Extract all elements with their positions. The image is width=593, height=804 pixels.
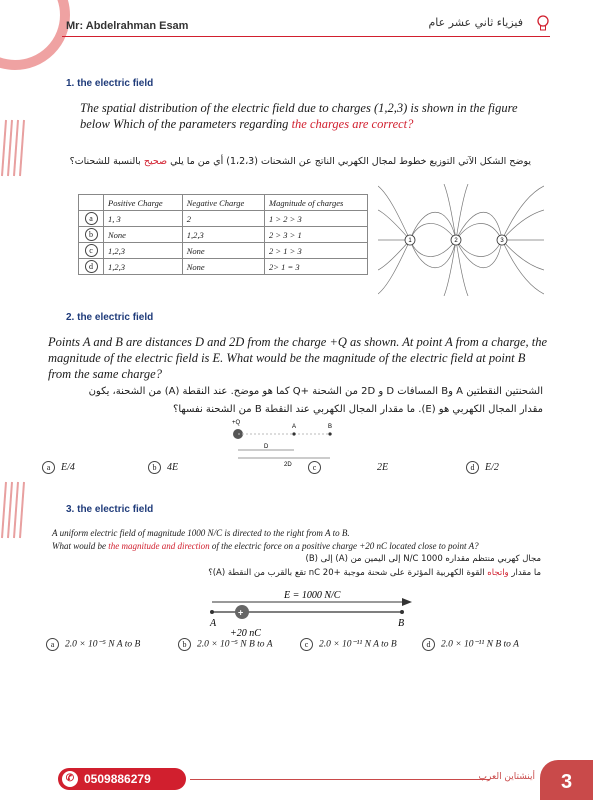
q1-text <box>80 100 540 132</box>
charge-label: 3 <box>500 238 504 244</box>
option-text: 4E <box>167 461 179 473</box>
q3-arabic-b: القوة الكهربية المؤثرة على شحنة موجبة +20 nC تقع بالقرب من النقطة (A)؟ <box>208 568 488 578</box>
option-text: 2.0 × 10⁻⁵ N B to A <box>197 639 273 650</box>
lightbulb-icon <box>535 14 551 32</box>
table-cell: 1, 3 <box>104 211 183 227</box>
phone-number: 0509886279 <box>84 772 151 786</box>
q1-heading: 1. the electric field <box>66 78 154 89</box>
option-marker[interactable]: d <box>79 259 104 275</box>
fig-point-a: A <box>292 424 297 430</box>
q1-arabic-end: بالنسبة للشحنات؟ <box>69 156 144 167</box>
table-cell: None <box>104 227 183 243</box>
q2-arabic-line1: الشحنتين النقطتين A وB المسافات D و 2D من الشحنة +Q كما هو موضح. عند النقطة (A) من الشحنة، يكون <box>88 386 543 397</box>
table-row[interactable] <box>79 259 368 275</box>
option-text: E/4 <box>61 461 75 473</box>
q3-text-line1: A uniform electric field of magnitude 1000 N/C is directed to the right from A to B. <box>52 528 350 538</box>
q2-option-c[interactable]: c 2E <box>308 461 388 474</box>
q1-text-highlight: the charges are correct? <box>291 117 414 131</box>
q3-option-b[interactable]: b 2.0 × 10⁻⁵ N B to A <box>178 638 273 651</box>
q2-text: Points A and B are distances D and 2D from the charge +Q as shown. At point A from a charge, the magnitude of the electric field is E. What would be the magnitude of the electric field at point B from the same charge? <box>48 335 548 381</box>
table-row[interactable] <box>79 227 368 243</box>
table-cell: 2 > 1 > 3 <box>265 243 368 259</box>
q1-arabic-highlight: صحيح <box>143 156 168 167</box>
page-number: 3 <box>560 771 573 793</box>
q3-option-d[interactable]: d 2.0 × 10⁻¹¹ N B to A <box>422 638 519 651</box>
footer-rule <box>190 779 490 780</box>
option-text: E/2 <box>485 461 499 473</box>
option-text: 2E <box>377 461 389 473</box>
q3-text-highlight: the magnitude and direction <box>108 541 210 551</box>
q3-text-a: What would be <box>52 541 109 551</box>
option-text: 2.0 × 10⁻⁵ N A to B <box>65 639 141 650</box>
fig-point-a: A <box>210 618 217 629</box>
q3-figure <box>202 586 422 638</box>
fig-distance-2d: 2D <box>284 462 292 468</box>
option-text: 2.0 × 10⁻¹¹ N A to B <box>319 639 397 650</box>
q3-text-line2 <box>52 541 562 551</box>
q3-arabic-line2 <box>61 568 541 578</box>
q2-heading: 2. the electric field <box>66 312 154 323</box>
table-cell: 1,2,3 <box>104 243 183 259</box>
q2-arabic-line2: مقدار المجال الكهربي هو (E). ما مقدار المجال الكهربي عند النقطة B من الشحنة نفسها؟ <box>173 404 543 415</box>
table-header-cell: Negative Charge <box>182 195 264 211</box>
fig-field-label: E = 1000 N/C <box>284 590 341 601</box>
table-cell: None <box>182 243 264 259</box>
q2-option-b[interactable]: b 4E <box>148 461 178 474</box>
fig-point-b: B <box>398 618 405 629</box>
q3-arabic-a: ما مقدار <box>508 568 541 578</box>
q1-choices-table <box>78 194 368 275</box>
table-header-cell: Magnitude of charges <box>265 195 368 211</box>
left-stripes-bottom <box>0 480 30 540</box>
table-cell: 1,2,3 <box>182 227 264 243</box>
q3-option-c[interactable]: c 2.0 × 10⁻¹¹ N A to B <box>300 638 397 651</box>
option-text: 2.0 × 10⁻¹¹ N B to A <box>441 639 519 650</box>
charge-label: 1 <box>408 238 412 244</box>
q3-option-a[interactable]: a 2.0 × 10⁻⁵ N A to B <box>46 638 140 651</box>
table-cell: 1,2,3 <box>104 259 183 275</box>
q1-arabic-main: يوضح الشكل الآتي التوزيع خطوط لمجال الكهربي الناتج عن الشحنات (1،2،3) أي من ما يلي <box>167 156 531 167</box>
table-cell: 2> 1 = 3 <box>265 259 368 275</box>
corner-decoration <box>0 0 70 70</box>
page-number-badge <box>540 760 593 800</box>
q1-arabic <box>31 156 531 167</box>
charge-label: 2 <box>454 238 458 244</box>
field-lines-figure <box>378 184 544 296</box>
phone-badge[interactable] <box>58 768 186 790</box>
q2-option-a[interactable]: a E/4 <box>42 461 75 474</box>
table-row[interactable] <box>79 211 368 227</box>
fig-plus-sign: + <box>238 607 244 618</box>
option-marker[interactable]: c <box>79 243 104 259</box>
q3-heading: 3. the electric field <box>66 504 154 515</box>
table-header-row <box>79 195 368 211</box>
table-header-cell: Positive Charge <box>104 195 183 211</box>
fig-point-b: B <box>328 424 333 430</box>
q3-arabic-line1: مجال كهربي منتظم مقداره 1000 N/C إلى اليمين من (A) إلى (B) <box>305 554 541 564</box>
table-cell: 2 <box>182 211 264 227</box>
option-marker[interactable]: b <box>79 227 104 243</box>
phone-icon: ✆ <box>62 771 78 787</box>
author-name: Mr: Abdelrahman Esam <box>66 20 189 32</box>
table-cell: None <box>182 259 264 275</box>
q3-arabic-highlight: واتجاه <box>487 568 509 578</box>
q3-text-b: of the electric force on a positive charge +20 nC located close to point A? <box>209 541 479 551</box>
table-cell: 1 > 2 > 3 <box>265 211 368 227</box>
q1-text-main: The spatial distribution of the electric field due to charges (1,2,3) is shown in the figure below Which of the parameters regarding <box>80 101 518 131</box>
subject-title: فيزياء ثاني عشر عام <box>428 16 523 29</box>
fig-charge-label: +20 nC <box>230 628 261 638</box>
fig-distance-d: D <box>264 444 269 450</box>
table-row[interactable] <box>79 243 368 259</box>
footer-brand: أينشتاين العرب <box>478 772 535 782</box>
table-cell: 2 > 3 > 1 <box>265 227 368 243</box>
left-stripes-top <box>0 118 30 178</box>
header-rule <box>62 36 550 37</box>
option-marker[interactable]: a <box>79 211 104 227</box>
table-header-cell <box>79 195 104 211</box>
q2-option-d[interactable]: d E/2 <box>466 461 499 474</box>
fig-charge-label: +Q <box>232 420 241 426</box>
